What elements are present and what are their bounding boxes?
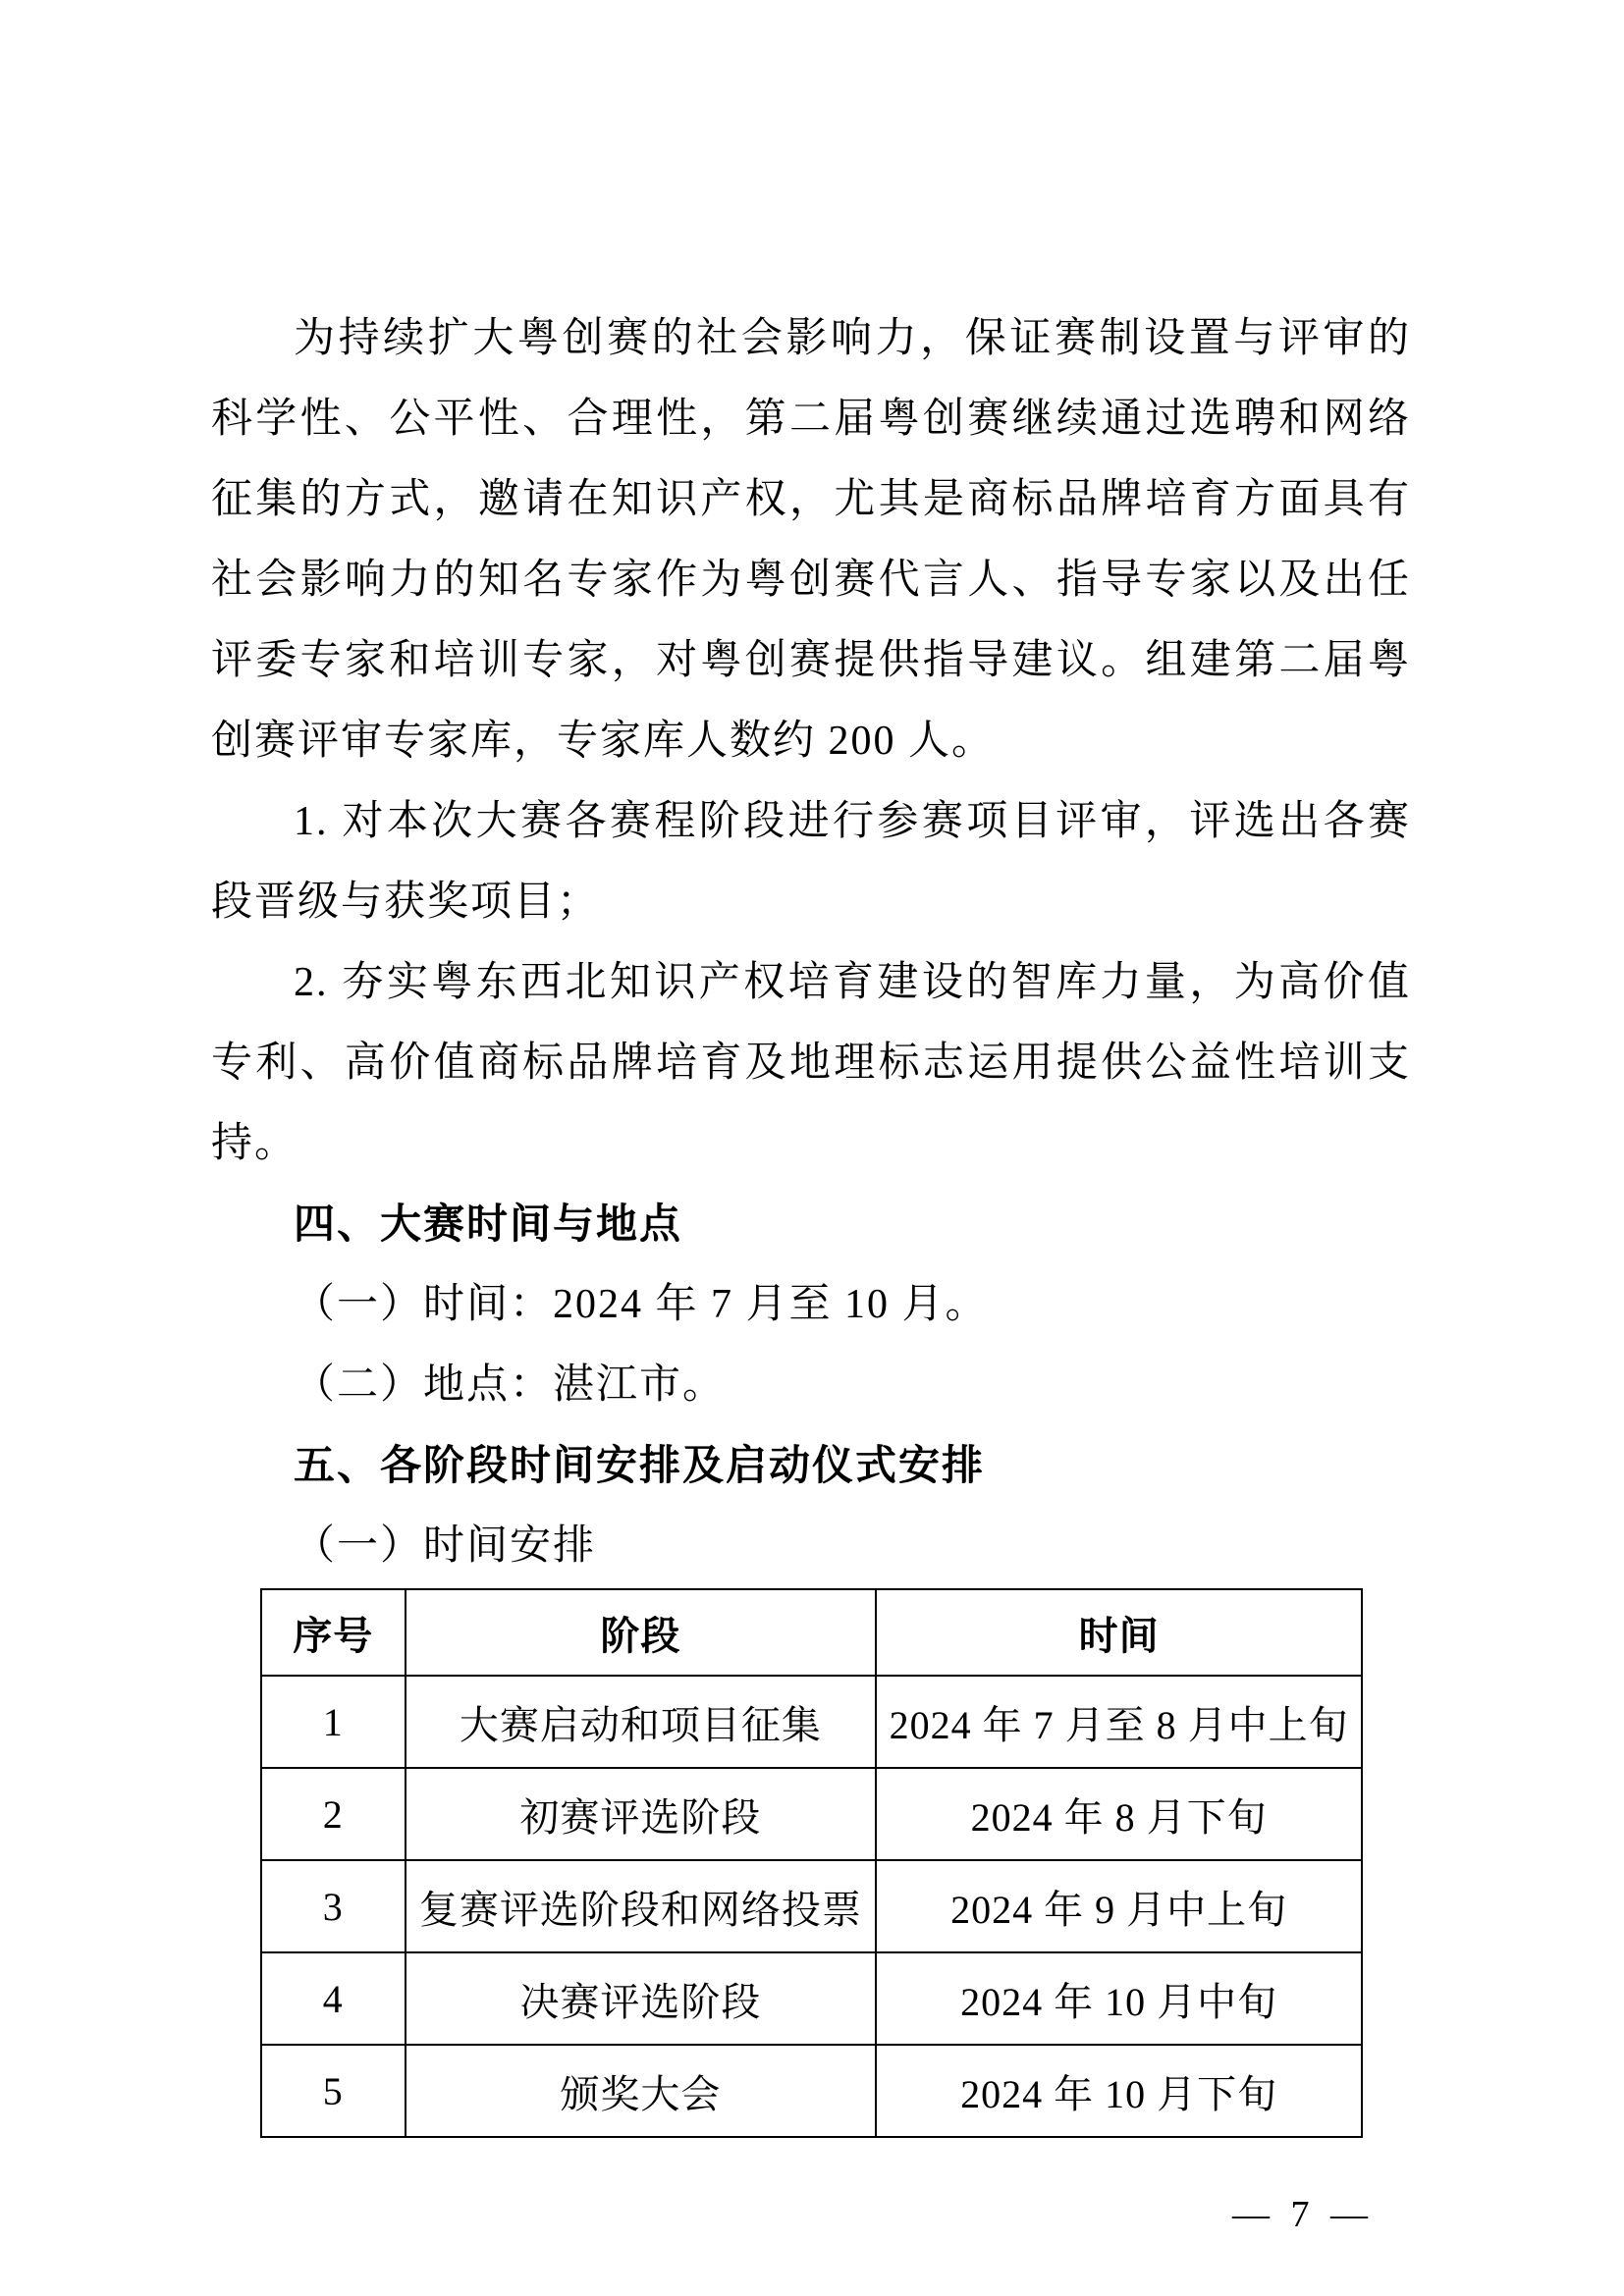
cell-time: 2024 年 10 月下旬 [876,2045,1362,2137]
table-row [261,1676,1362,1768]
header-cell-time: 时间 [876,1589,1362,1676]
cell-stage: 决赛评选阶段 [406,1952,877,2045]
header-cell-index: 序号 [261,1589,406,1676]
section-heading-5: 五、各阶段时间安排及启动仪式安排 [294,1442,986,1488]
cell-time: 2024 年 9 月中上旬 [876,1860,1362,1952]
schedule-table [260,1588,1363,2138]
table-header-row [261,1589,1362,1676]
paragraph-intro: 为持续扩大粤创赛的社会影响力，保证赛制设置与评审的科学性、公平性、合理性，第二届粤创赛继续通过选聘和网络征集的方式，邀请在知识产权，尤其是商标品牌培育方面具有社会影响力的知名专家作为粤创赛代言人、指导专家以及出任评委专家和培训专家，对粤创赛提供指导建议。组建第二届粤创赛评审专家库，专家库人数约 200 人。 [211,316,1411,764]
table-row [261,1768,1362,1860]
paragraph-item-2: 2. 夯实粤东西北知识产权培育建设的智库力量，为高价值专利、高价值商标品牌培育及地理标志运用提供公益性培训支持。 [211,960,1411,1166]
table-row [261,1860,1362,1952]
cell-stage: 大赛启动和项目征集 [406,1676,877,1768]
section-5-schedule-line: （一）时间安排 [294,1523,597,1569]
paragraph-item-1: 1. 对本次大赛各赛程阶段进行参赛项目评审，评选出各赛段晋级与获奖项目； [211,799,1411,925]
cell-index: 3 [261,1860,406,1952]
cell-stage: 初赛评选阶段 [406,1768,877,1860]
table-row [261,1952,1362,2045]
cell-index: 5 [261,2045,406,2137]
cell-time: 2024 年 8 月下旬 [876,1768,1362,1860]
cell-time: 2024 年 10 月中旬 [876,1952,1362,2045]
table-row [261,2045,1362,2137]
cell-time: 2024 年 7 月至 8 月中上旬 [876,1676,1362,1768]
section-heading-4: 四、大赛时间与地点 [294,1201,683,1247]
cell-stage: 复赛评选阶段和网络投票 [406,1860,877,1952]
cell-index: 4 [261,1952,406,2045]
header-cell-stage: 阶段 [406,1589,877,1676]
cell-index: 2 [261,1768,406,1860]
section-4-time-line: （一）时间：2024 年 7 月至 10 月。 [294,1282,989,1327]
cell-stage: 颁奖大会 [406,2045,877,2137]
page-number: — 7 — [1232,2194,1374,2235]
section-4-place-line: （二）地点：湛江市。 [294,1362,727,1408]
cell-index: 1 [261,1676,406,1768]
